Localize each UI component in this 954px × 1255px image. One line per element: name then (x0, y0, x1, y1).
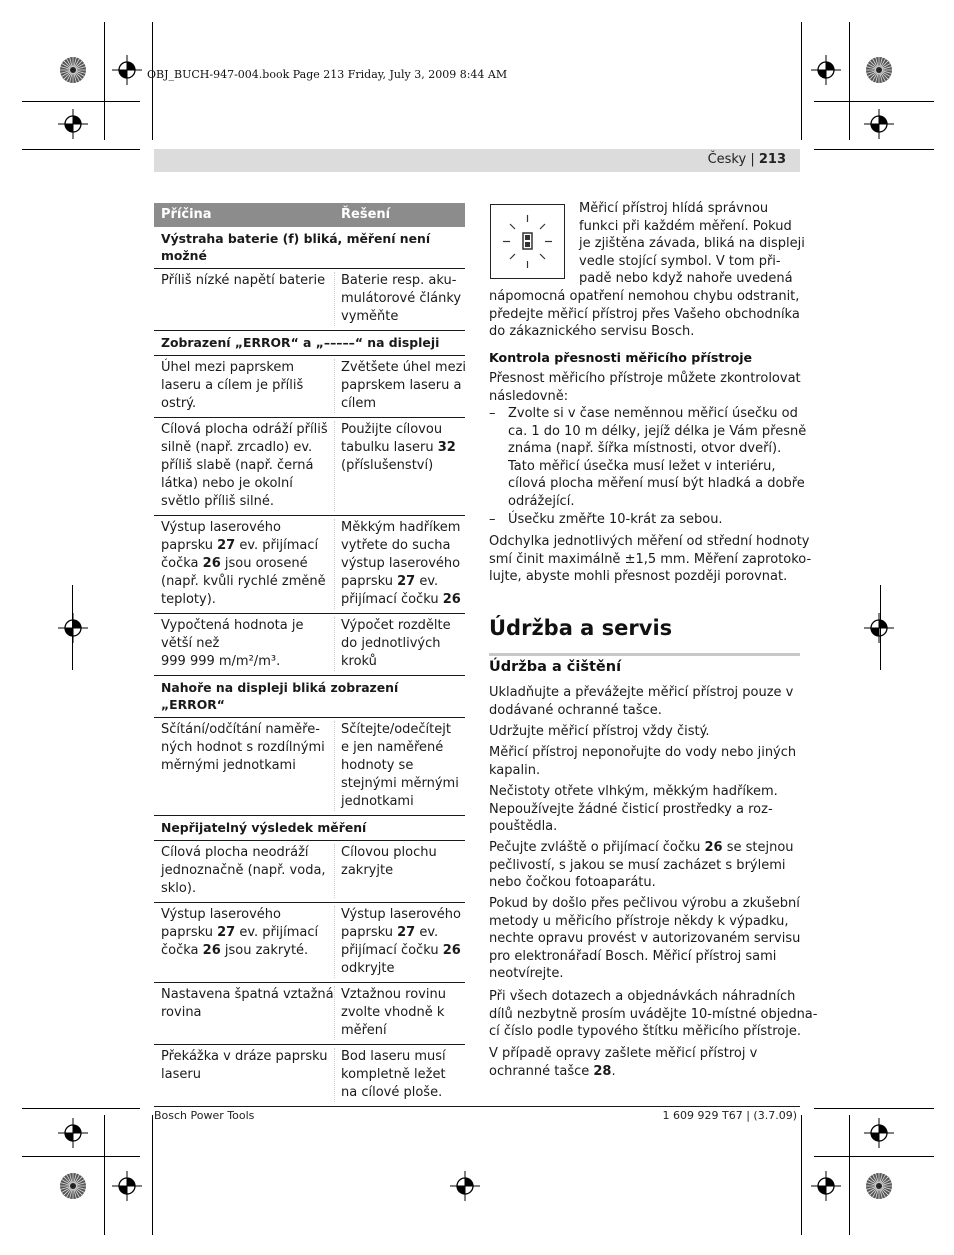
cause-line: sklo). (161, 881, 197, 896)
text-line: dodávané ochranné tašce. (489, 702, 662, 718)
maintenance-paragraph (489, 744, 800, 779)
table-section-title: Nahoře na displeji bliká zobrazení „ERROR“ (154, 676, 465, 718)
cause-line: ostrý. (161, 396, 197, 411)
solution-line: vytřete do sucha (341, 538, 451, 553)
solution-line: odkryjte (341, 961, 395, 976)
list-line: cílová plocha měření musí být hladká a dobře (508, 476, 805, 492)
solution-line: přijímací čočku 26 (341, 943, 461, 958)
solution-line: Bod laseru musí (341, 1049, 446, 1064)
cause-line: jednoznačně (např. voda, (161, 863, 326, 878)
text-line: Při všech dotazech a objednávkách náhradních (489, 989, 796, 1004)
solution-line: paprskem laseru a (341, 378, 462, 393)
table-row (154, 841, 465, 903)
intro-line: padě nebo když nahoře uvedená (579, 271, 793, 287)
cause-cell (154, 272, 334, 326)
text-line: Ukladňujte a převážejte měřicí přístroj pouze v (489, 685, 794, 700)
list-line: ca. 1 do 10 m délky, jejíž délka je Vám přesně (508, 423, 807, 439)
cause-line: Nastavena špatná vztažná (161, 987, 334, 1002)
solution-line: jednotkami (341, 794, 414, 809)
cause-cell (154, 986, 334, 1040)
text-line: V případě opravy zašlete měřicí přístroj v (489, 1046, 758, 1061)
solution-line: Výpočet rozdělte (341, 618, 451, 633)
cause-line: laseru (161, 1067, 201, 1082)
crop-mark (814, 1108, 934, 1109)
solution-line: Měkkým hadříkem (341, 520, 461, 535)
solution-line: Použijte cílovou (341, 422, 443, 437)
column-header-solution: Řešení (341, 207, 391, 222)
crop-mark (801, 22, 802, 140)
registration-mark-icon (112, 55, 142, 85)
table-section-title: Nepřijatelný výsledek měření (154, 816, 465, 841)
cause-line: příliš slabě (např. černá (161, 458, 314, 473)
text-line: smí činit maximálně ±1,5 mm. Měření zaprotoko- (489, 551, 812, 567)
text-line: následovně: (489, 388, 569, 404)
troubleshooting-table (154, 203, 465, 1107)
cause-line: čočka 26 jsou orosené (161, 556, 308, 571)
solution-cell (334, 906, 465, 978)
cause-cell (154, 421, 334, 511)
crop-mark (152, 1115, 153, 1235)
crop-mark (801, 1115, 802, 1235)
page-header-label: Česky | 213 (707, 152, 786, 167)
subheading-cleaning: Údržba a čištění (489, 659, 622, 675)
intro-line: nápomocná opatření nemohou chybu odstranit, (489, 289, 800, 304)
list-dash: – (489, 511, 496, 527)
registration-mark-icon (58, 109, 88, 139)
section-heading-maintenance: Údržba a servis (489, 616, 673, 640)
text-line: neotvírejte. (489, 966, 564, 982)
cause-line: Úhel mezi paprskem (161, 360, 295, 375)
solution-line: stejnými měrnými (341, 776, 459, 791)
text-line: Pečujte zvláště o přijímací čočku 26 se stejnou (489, 840, 794, 855)
crop-mark (814, 1156, 934, 1157)
table-row (154, 614, 465, 676)
table-row (154, 903, 465, 983)
cause-cell (154, 519, 334, 609)
cause-line: Příliš nízké napětí baterie (161, 273, 326, 288)
table-section-title: Výstraha baterie (f) bliká, měření není možné (154, 227, 465, 269)
registration-mark-icon (864, 613, 894, 643)
maintenance-paragraph (489, 783, 800, 836)
solution-line: zakryjte (341, 863, 394, 878)
solution-line: tabulku laseru 32 (341, 440, 456, 455)
intro-line: do zákaznického servisu Bosch. (489, 324, 695, 340)
reference-number: 27 (397, 574, 416, 589)
solution-line: přijímací čočku 26 (341, 592, 461, 607)
intro-line: předejte měřicí přístroj přes Vašeho obchodníka (489, 306, 800, 322)
crop-mark (880, 585, 881, 670)
intro-paragraph (579, 200, 890, 288)
cause-cell (154, 617, 334, 671)
cause-line: ných hodnot s rozdílnými (161, 740, 325, 755)
page-number: 213 (758, 152, 786, 167)
solution-line: Vztažnou rovinu (341, 987, 446, 1002)
reference-number: 26 (202, 943, 221, 958)
table-row (154, 516, 465, 614)
intro-line: je zjištěna závada, bliká na displeji (579, 236, 805, 252)
list-line: Úsečku změřte 10-krát za sebou. (508, 511, 723, 527)
reference-number: 26 (442, 943, 461, 958)
registration-mark-icon (864, 109, 894, 139)
registration-mark-icon (450, 1171, 480, 1201)
crop-mark (104, 1115, 105, 1235)
registration-mark-icon (58, 613, 88, 643)
cause-line: paprsku 27 ev. přijímací (161, 538, 319, 553)
solution-line: e jen naměřené (341, 740, 444, 755)
accuracy-intro (489, 370, 800, 405)
accuracy-outro (489, 533, 812, 586)
list-line: Zvolte si v čase neměnnou měřicí úsečku od (508, 406, 798, 421)
table-row (154, 718, 465, 816)
solution-cell (334, 986, 465, 1040)
crop-mark (22, 149, 140, 150)
cause-line: větší než (161, 636, 220, 651)
solution-line: kompletně ležet (341, 1067, 446, 1082)
cause-line: světlo příliš silné. (161, 494, 274, 509)
crop-mark (104, 22, 105, 140)
crop-mark (22, 1108, 140, 1109)
registration-mark-icon (58, 1118, 88, 1148)
color-rosette-icon (58, 1171, 88, 1201)
cause-cell (154, 906, 334, 978)
registration-mark-icon (811, 1171, 841, 1201)
table-row (154, 1045, 465, 1107)
intro-line: funkci při každém měření. Pokud (579, 218, 792, 234)
solution-line: výstup laserového (341, 556, 461, 571)
cause-line: látka) nebo je okolní (161, 476, 293, 491)
text-line: nebo čočkou fotoaparátu. (489, 875, 656, 891)
color-rosette-icon (58, 55, 88, 85)
registration-mark-icon (811, 55, 841, 85)
solution-line: paprsku 27 ev. (341, 925, 439, 940)
crop-mark (152, 22, 153, 140)
cause-line: Cílová plocha odráží příliš (161, 422, 328, 437)
page-header (154, 149, 800, 172)
list-item (489, 405, 807, 511)
text-line: nechte opravu provést v autorizovaném servisu (489, 931, 801, 947)
cause-cell (154, 844, 334, 898)
text-line: Přesnost měřicího přístroje můžete zkontrolovat (489, 371, 801, 386)
solution-cell (334, 272, 465, 326)
cause-cell (154, 721, 334, 811)
solution-line: zvolte vhodně k (341, 1005, 445, 1020)
text-line: metody u měřicího přístroje někdy k výpadku, (489, 913, 789, 929)
solution-line: Výstup laserového (341, 907, 461, 922)
intro-line: Měřicí přístroj hlídá správnou (579, 201, 769, 216)
accuracy-heading: Kontrola přesnosti měřicího přístroje (489, 350, 753, 365)
footer-brand: Bosch Power Tools (154, 1109, 255, 1122)
intro-line: vedle stojící symbol. V tom při- (579, 253, 781, 269)
cause-line: Sčítání/odčítání naměře- (161, 722, 320, 737)
solution-line: mulátorové články (341, 291, 462, 306)
cause-line: Vypočtená hodnota je (161, 618, 304, 633)
list-dash: – (489, 406, 496, 421)
text-line: pouštědla. (489, 819, 558, 835)
text-line: Měřicí přístroj neponořujte do vody nebo jiných (489, 745, 797, 760)
text-line: Udržujte měřicí přístroj vždy čistý. (489, 724, 710, 739)
cause-line: paprsku 27 ev. přijímací (161, 925, 319, 940)
reference-number: 26 (202, 556, 221, 571)
solution-line: Zvětšete úhel mezi (341, 360, 467, 375)
solution-line: kroků (341, 654, 377, 669)
text-line: pro elektronářadí Bosch. Měřicí přístroj sami (489, 948, 777, 964)
color-rosette-icon (864, 55, 894, 85)
maintenance-paragraph (489, 895, 800, 983)
text-line: Odchylka jednotlivých měření od střední hodnoty (489, 534, 810, 549)
reference-number: 27 (397, 925, 416, 940)
text-line: cí číslo podle typového štítku měřicího přístroje. (489, 1024, 801, 1040)
table-header (154, 203, 465, 227)
text-line: pečlivostí, s jakou se musí zacházet s brýlemi (489, 857, 786, 873)
crop-mark (849, 1115, 850, 1235)
table-row (154, 418, 465, 516)
maintenance-paragraph (489, 988, 818, 1041)
cause-line: silně (např. zrcadlo) ev. (161, 440, 313, 455)
cause-line: teploty). (161, 592, 216, 607)
accuracy-list (489, 405, 807, 528)
text-line: kapalin. (489, 762, 541, 778)
text-line: Pokud by došlo přes pečlivou výrobu a zkušební (489, 896, 800, 911)
registration-mark-icon (112, 1171, 142, 1201)
solution-line: Sčítejte/odečítejt (341, 722, 451, 737)
heading-rule (489, 653, 800, 656)
cause-line: Výstup laserového (161, 520, 281, 535)
column-header-cause: Příčina (161, 207, 212, 222)
solution-line: na cílové ploše. (341, 1085, 443, 1100)
cause-line: (např. kvůli rychlé změně (161, 574, 326, 589)
solution-line: do jednotlivých (341, 636, 441, 651)
cause-line: Cílová plocha neodráží (161, 845, 309, 860)
device-warning-icon (490, 204, 565, 279)
solution-cell (334, 1048, 465, 1102)
print-info-line: OBJ_BUCH-947-004.book Page 213 Friday, July 3, 2009 8:44 AM (147, 68, 508, 81)
crop-mark (814, 101, 934, 102)
table-row (154, 269, 465, 331)
crop-mark (22, 1156, 140, 1157)
reference-number: 27 (217, 538, 236, 553)
list-item (489, 511, 800, 529)
text-line: ochranné tašce 28. (489, 1063, 616, 1079)
cause-line: Výstup laserového (161, 907, 281, 922)
solution-cell (334, 359, 465, 413)
intro-paragraph-continued (489, 288, 800, 341)
reference-number: 26 (442, 592, 461, 607)
footer-rule (154, 1106, 800, 1107)
cause-line: čočka 26 jsou zakryté. (161, 943, 309, 958)
maintenance-paragraph (489, 684, 800, 719)
footer-code: 1 609 929 T67 | (3.7.09) (662, 1109, 797, 1122)
text-line: lujte, abyste mohli přesnost později porovnat. (489, 569, 788, 585)
crop-mark (22, 101, 140, 102)
solution-line: hodnoty se (341, 758, 414, 773)
cause-line: 999 999 m/m²/m³. (161, 654, 281, 669)
cause-line: laseru a cílem je příliš (161, 378, 304, 393)
maintenance-paragraph (489, 723, 800, 741)
solution-cell (334, 421, 465, 511)
list-line: známa (např. šířka místnosti, otvor dveří). (508, 441, 782, 457)
solution-line: cílem (341, 396, 377, 411)
solution-line: vyměňte (341, 309, 399, 324)
registration-mark-icon (864, 1118, 894, 1148)
text-line: Nečistoty otřete vlhkým, měkkým hadříkem. (489, 784, 778, 799)
maintenance-paragraph (489, 839, 800, 892)
solution-cell (334, 519, 465, 609)
reference-number: 27 (217, 925, 236, 940)
table-row (154, 356, 465, 418)
solution-cell (334, 617, 465, 671)
reference-number: 28 (593, 1063, 612, 1079)
solution-line: (příslušenství) (341, 458, 434, 473)
solution-line: Cílovou plochu (341, 845, 437, 860)
cause-cell (154, 1048, 334, 1102)
solution-line: paprsku 27 ev. (341, 574, 439, 589)
solution-cell (334, 721, 465, 811)
solution-cell (334, 844, 465, 898)
list-line: odrážející. (508, 493, 575, 509)
solution-line: Baterie resp. aku- (341, 273, 457, 288)
list-line: Tato měřicí úsečka musí ležet v interiéru, (508, 458, 776, 474)
table-section-title: Zobrazení „ERROR“ a „–––––“ na displeji (154, 331, 465, 356)
cause-line: měrnými jednotkami (161, 758, 296, 773)
reference-number: 26 (704, 840, 723, 855)
cause-line: rovina (161, 1005, 202, 1020)
crop-mark (814, 149, 934, 150)
cause-line: Překážka v dráze paprsku (161, 1049, 328, 1064)
text-line: dílů nezbytně prosím uvádějte 10-místné objedna- (489, 1006, 818, 1022)
text-line: Nepoužívejte žádné čisticí prostředky a roz- (489, 801, 773, 817)
solution-line: měření (341, 1023, 387, 1038)
crop-mark (849, 22, 850, 140)
cause-cell (154, 359, 334, 413)
crop-mark (72, 585, 73, 670)
maintenance-paragraph (489, 1045, 800, 1080)
color-rosette-icon (864, 1171, 894, 1201)
reference-number: 32 (437, 440, 456, 455)
table-row (154, 983, 465, 1045)
